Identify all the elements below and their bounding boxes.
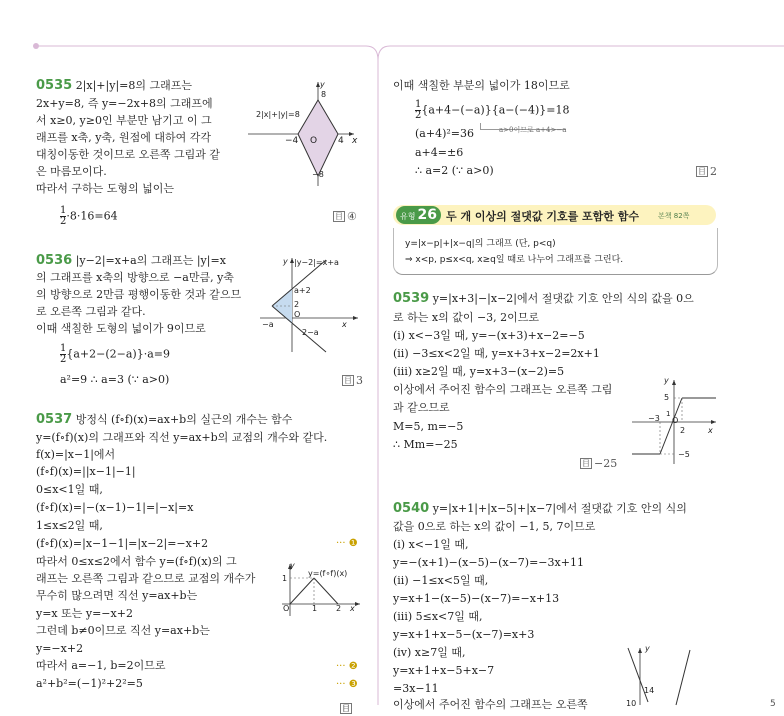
top-line: a+4=±6 xyxy=(415,146,464,159)
graph-0536-p2: 2 xyxy=(294,300,300,309)
graph-0539-origin: O xyxy=(672,416,679,425)
problem-number-0539: 0539 xyxy=(393,291,430,306)
problem-0537-line: 래프는 오른쪽 그림과 같으므로 교점의 개수가 xyxy=(36,572,256,585)
type-26-tip-1: y=|x−p|+|x−q|의 그래프 (단, p<q) xyxy=(405,239,556,249)
mark-2: ··· ❷ xyxy=(336,661,358,672)
problem-0540-text: y=|x+1|+|x−5|+|x−7|에서 절댓값 기호 안의 식의 xyxy=(432,502,687,515)
problem-0540-line: 값을 0으로 하는 x의 값이 −1, 5, 7이므로 xyxy=(393,520,596,533)
problem-0540-line: y=x+1+x−5−(x−7)=x+3 xyxy=(393,628,535,641)
problem-0537-line: f(x)=|x−1|에서 xyxy=(36,448,116,461)
top-note: a>0이므로 a+4>−a xyxy=(480,123,566,130)
problem-0539-line: (i) x<−3일 때, y=−(x+3)+x−2=−5 xyxy=(393,329,585,342)
graph-0535-x: x xyxy=(352,136,358,146)
graph-0539-x: x xyxy=(708,426,713,435)
problem-0540-line: (iii) 5≤x<7일 때, xyxy=(393,610,483,623)
answer-0535: 目 ④ xyxy=(335,210,357,223)
problem-0535-text: 2|x|+|y|=8의 그래프는 xyxy=(75,79,192,92)
problem-number-0537: 0537 xyxy=(36,412,73,427)
problem-0535-line: 래프를 x축, y축, 원점에 대하여 각각 xyxy=(36,131,212,144)
graph-0539-two: 2 xyxy=(680,426,686,435)
graph-0536-y: y xyxy=(283,257,288,266)
top-line: ∴ a=2 (∵ a>0) xyxy=(415,164,494,177)
problem-0537-line: (f∘f)(x)=||x−1|−1| xyxy=(36,465,136,478)
problem-0536-line: 로 오른쪽 그림과 같다. xyxy=(36,305,146,318)
graph-0536 xyxy=(258,254,362,354)
problem-0537-line: 그런데 b≠0이므로 직선 y=ax+b는 xyxy=(36,624,210,637)
top-formula: $\frac{1}{2}$ {a+4−(−a)}{a−(−4)}=18 xyxy=(415,99,570,121)
graph-0540-partial xyxy=(626,644,696,708)
problem-number-0536: 0536 xyxy=(36,253,73,268)
problem-0539-text: y=|x+3|−|x−2|에서 절댓값 기호 안의 식의 값을 0으 xyxy=(432,292,694,305)
problem-0540-line: =3x−11 xyxy=(393,682,439,695)
graph-0536-left: −a xyxy=(262,320,274,329)
graph-0536-eq: |y−2|=x+a xyxy=(294,258,339,267)
problem-0536-first-line xyxy=(36,254,226,268)
graph-0536-origin: O xyxy=(294,310,301,319)
top-line: 이때 색칠한 부분의 넓이가 18이므로 xyxy=(393,79,570,92)
problem-0539-line: (ii) −3≤x<2일 때, y=x+3+x−2=2x+1 xyxy=(393,347,600,360)
problem-0536-formula2: a²=9 ∴ a=3 (∵ a>0) xyxy=(60,373,170,386)
graph-0535-bottom: −8 xyxy=(312,170,324,179)
answer-box-icon: 目 xyxy=(698,167,706,176)
answer-box-icon: 目 xyxy=(335,212,343,221)
problem-0536-line: 의 방향으로 2만큼 평행이동한 것과 같으므 xyxy=(36,288,242,301)
problem-0539-line: M=5, m=−5 xyxy=(393,420,464,433)
problem-0539-line: ∴ Mm=−25 xyxy=(393,438,458,451)
answer-0537-partial xyxy=(340,697,360,713)
graph-0535-right: 4 xyxy=(338,136,344,146)
problem-0539-line: 로 하는 x의 값이 −3, 2이므로 xyxy=(393,311,540,324)
type-26-badge: 유형 26 xyxy=(396,206,441,224)
problem-0535-formula: $\frac{1}{2}$ ·8·16=64 xyxy=(60,205,118,227)
graph-0540-fourteen: 14 xyxy=(644,686,655,695)
graph-0536-x: x xyxy=(342,320,347,329)
problem-0537-text: 방정식 (f∘f)(x)=ax+b의 실근의 개수는 함수 xyxy=(75,413,293,426)
graph-0537-eq: y=(f∘f)(x) xyxy=(308,569,348,578)
problem-0537-line: y=(f∘f)(x)의 그래프와 직선 y=ax+b의 교점의 개수와 같다. xyxy=(36,431,328,444)
problem-0540-line: y=x+1−(x−5)−(x−7)=−x+13 xyxy=(393,592,560,605)
graph-0537-y: y xyxy=(290,561,295,570)
problem-0539-line: (iii) x≥2일 때, y=x+3−(x−2)=5 xyxy=(393,365,565,378)
problem-0540-line: y=−(x+1)−(x−5)−(x−7)=−3x+11 xyxy=(393,556,584,569)
fraction: $\frac{1}{2}$ xyxy=(60,343,67,365)
graph-0537-one-y: 1 xyxy=(282,574,288,583)
graph-0535-left: −4 xyxy=(285,136,299,146)
answer-box-icon: 目 xyxy=(582,459,590,468)
problem-0535-line: 대칭이동한 것이므로 오른쪽 그림과 같 xyxy=(36,148,221,161)
graph-0536-p1: a+2 xyxy=(294,286,311,295)
problem-0537-first-line xyxy=(36,413,292,427)
problem-0540-line: y=x+1+x−5+x−7 xyxy=(393,664,495,677)
answer-top: 目 2 xyxy=(698,165,717,178)
problem-0535-first-line xyxy=(36,79,192,93)
graph-0537-x: x xyxy=(350,604,355,613)
page-number: 5 xyxy=(770,699,776,709)
graph-0535-y: y xyxy=(320,80,325,89)
graph-0539-y: y xyxy=(664,376,669,385)
problem-0540-line: (i) x<−1일 때, xyxy=(393,538,469,551)
graph-0537-one-x: 1 xyxy=(312,604,318,613)
graph-0539-m3: −3 xyxy=(648,414,660,423)
problem-0539-line: 과 같으므로 xyxy=(393,401,450,414)
type-26-title: 두 개 이상의 절댓값 기호를 포함한 함수 xyxy=(446,210,639,223)
problem-0536-line: 의 그래프를 x축의 방향으로 −a만큼, y축 xyxy=(36,271,234,284)
problem-0539-first-line xyxy=(393,292,694,306)
problem-0540-line: 이상에서 주어진 함수의 그래프는 오른쪽 xyxy=(393,698,588,711)
answer-0536: 目 3 xyxy=(344,374,363,387)
mark-1: ··· ❶ xyxy=(336,538,358,549)
answer-box-icon: 目 xyxy=(344,376,352,385)
graph-0535-diamond xyxy=(242,78,362,188)
problem-0536-text: |y−2|=x+a의 그래프는 |y|=x xyxy=(75,254,226,267)
problem-0537-line: (f∘f)(x)=|x−1−1|=|x−2|=−x+2 xyxy=(36,537,209,550)
graph-0540-ten: 10 xyxy=(626,699,637,708)
graph-0537-origin: O xyxy=(283,604,290,613)
problem-0540-line: (iv) x≥7일 때, xyxy=(393,646,466,659)
graph-0539-five: 5 xyxy=(664,393,670,402)
problem-0535-line: 따라서 구하는 도형의 넓이는 xyxy=(36,182,175,195)
top-line: (a+4)²=36 xyxy=(415,127,474,140)
graph-0535-eq: 2|x|+|y|=8 xyxy=(256,110,300,119)
graph-0536-p3: 2−a xyxy=(302,328,319,337)
problem-0537-line: 따라서 a=−1, b=2이므로 xyxy=(36,659,166,672)
problem-0537-line: y=x 또는 y=−x+2 xyxy=(36,607,133,620)
graph-0535-origin: O xyxy=(310,136,318,146)
graph-0539-one: 1 xyxy=(666,410,671,418)
problem-0537-line: 따라서 0≤x≤2에서 함수 y=(f∘f)(x)의 그 xyxy=(36,555,237,568)
problem-number-0535: 0535 xyxy=(36,78,73,93)
problem-number-0540: 0540 xyxy=(393,501,430,516)
graph-0537-two: 2 xyxy=(336,604,342,613)
answer-box-icon: 目 xyxy=(342,704,350,713)
fraction: $\frac{1}{2}$ xyxy=(415,99,422,121)
problem-0535-line: 2x+y=8, 즉 y=−2x+8의 그래프에 xyxy=(36,97,213,110)
problem-0540-line: (ii) −1≤x<5일 때, xyxy=(393,574,489,587)
type-26-ref: 본책 82쪽 xyxy=(658,212,690,220)
problem-0537-line: y=−x+2 xyxy=(36,642,84,655)
type-26-tip-2: ⇒ x<p, p≤x<q, x≥q일 때로 나누어 그래프를 그린다. xyxy=(405,255,624,265)
graph-0539-m5: −5 xyxy=(678,450,690,459)
problem-0540-first-line xyxy=(393,502,687,516)
problem-0537-line: 무수히 많으려면 직선 y=ax+b는 xyxy=(36,589,198,602)
problem-0535-line: 은 마름모이다. xyxy=(36,165,107,178)
problem-0536-formula1: $\frac{1}{2}$ {a+2−(2−a)}·a=9 xyxy=(60,343,170,365)
problem-0536-line: 이때 색칠한 도형의 넓이가 9이므로 xyxy=(36,322,206,335)
mark-3: ··· ❸ xyxy=(336,679,358,690)
answer-0539: 目 −25 xyxy=(582,457,618,470)
problem-0537-line: (f∘f)(x)=|−(x−1)−1|=|−x|=x xyxy=(36,501,194,514)
problem-0537-line: 1≤x≤2일 때, xyxy=(36,519,103,532)
problem-0537-line: a²+b²=(−1)²+2²=5 xyxy=(36,677,143,690)
graph-0540-y: y xyxy=(645,644,650,653)
problem-0537-line: 0≤x<1일 때, xyxy=(36,483,103,496)
problem-0539-line: 이상에서 주어진 함수의 그래프는 오른쪽 그림 xyxy=(393,383,613,396)
graph-0535-top: 8 xyxy=(321,90,327,99)
fraction: $\frac{1}{2}$ xyxy=(60,205,67,227)
problem-0535-line: 서 x≥0, y≥0인 부분만 남기고 이 그 xyxy=(36,114,212,127)
